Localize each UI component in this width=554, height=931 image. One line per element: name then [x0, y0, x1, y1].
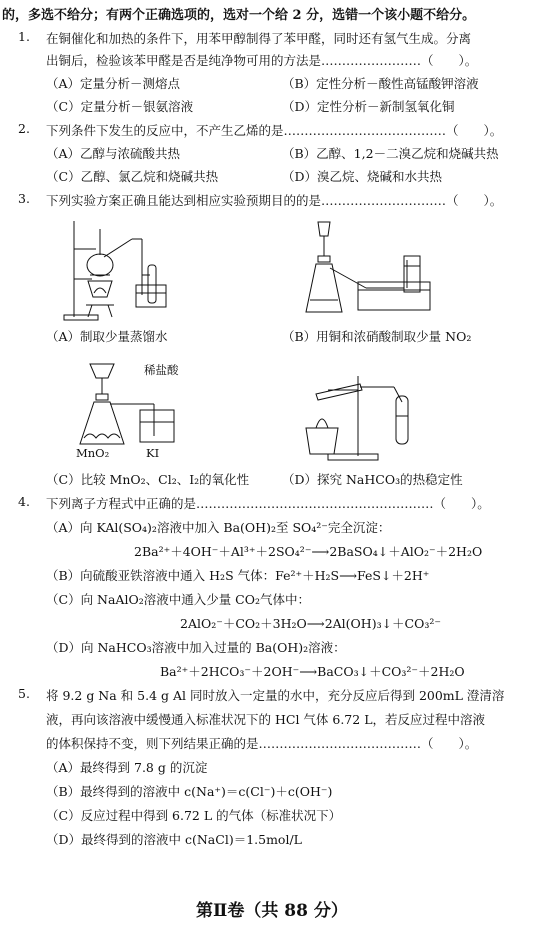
q5-option-b: （B）最终得到的溶液中 c(Na⁺)＝c(Cl⁻)＋c(OH⁻): [46, 784, 333, 799]
q1-option-b: （B）定性分析－酸性高锰酸钾溶液: [282, 76, 479, 91]
q4-option-a: （A）向 KAl(SO₄)₂溶液中加入 Ba(OH)₂至 SO₄²⁻完全沉淀：: [46, 520, 391, 535]
q3-option-a: （A）制取少量蒸馏水: [46, 329, 168, 344]
q5-option-d: （D）最终得到的溶液中 c(NaCl)＝1.5mol/L: [46, 832, 302, 847]
q4-number: 4.: [18, 494, 30, 509]
q3-option-c: （C）比较 MnO₂、Cl₂、I₂的氧化性: [46, 472, 250, 487]
section-title: 第Ⅱ卷（共 88 分）: [196, 901, 348, 921]
copper-nitric-acid-figure: [300, 216, 440, 324]
q5-number: 5.: [18, 686, 30, 701]
q2-option-c: （C）乙醇、氯乙烷和烧碱共热: [46, 169, 219, 184]
q1-stem-line1: 在铜催化和加热的条件下，用苯甲醇制得了苯甲醛，同时还有氢气生成。分离: [46, 31, 472, 46]
q2-number: 2.: [18, 121, 30, 136]
q5-stem-line1: 将 9.2 g Na 和 5.4 g Al 同时放入一定量的水中，充分反应后得到 200mL 澄清溶: [46, 688, 505, 703]
q4-option-d: （D）向 NaHCO₃溶液中加入过量的 Ba(OH)₂溶液：: [46, 640, 346, 655]
q4-equation-a: 2Ba²⁺＋4OH⁻＋Al³⁺＋2SO₄²⁻⟶2BaSO₄↓＋AlO₂⁻＋2H₂O: [134, 544, 483, 559]
q4-option-c: （C）向 NaAlO₂溶液中通入少量 CO₂气体中：: [46, 592, 311, 607]
q1-option-a: （A）定量分析－测熔点: [46, 76, 181, 91]
chlorine-oxidation-figure: [70, 356, 200, 456]
q2-option-d: （D）溴乙烷、烧碱和水共热: [282, 169, 443, 184]
dilute-hcl-label: 稀盐酸: [144, 363, 179, 377]
q4-option-b: （B）向硫酸亚铁溶液中通入 H₂S 气体：Fe²⁺＋H₂S⟶FeS↓＋2H⁺: [46, 568, 430, 583]
ki-label: KI: [146, 446, 160, 460]
q4-stem-line1: 下列离子方程式中正确的是…………………………………………………（ ）。: [46, 496, 490, 511]
instruction-line: 的，多选不给分；有两个正确选项的，选对一个给 2 分，选错一个该小题不给分。: [2, 8, 476, 23]
mno2-label: MnO₂: [76, 446, 110, 460]
q3-option-b: （B）用铜和浓硝酸制取少量 NO₂: [282, 329, 472, 344]
q5-option-a: （A）最终得到 7.8 g 的沉淀: [46, 760, 208, 775]
q5-stem-line3: 的体积保持不变，则下列结果正确的是…………………………………（ ）。: [46, 736, 478, 751]
nahco3-heating-figure: [298, 372, 428, 464]
q1-option-d: （D）定性分析－新制氢氧化铜: [282, 99, 455, 114]
q1-number: 1.: [18, 29, 30, 44]
q2-option-b: （B）乙醇、1,2－二溴乙烷和烧碱共热: [282, 146, 499, 161]
q4-equation-c: 2AlO₂⁻＋CO₂＋3H₂O⟶2Al(OH)₃↓＋CO₃²⁻: [180, 616, 441, 631]
distillation-apparatus-figure: [62, 215, 182, 325]
q2-option-a: （A）乙醇与浓硫酸共热: [46, 146, 181, 161]
q3-number: 3.: [18, 191, 30, 206]
q3-option-d: （D）探究 NaHCO₃的热稳定性: [282, 472, 463, 487]
q4-equation-d: Ba²⁺＋2HCO₃⁻＋2OH⁻⟶BaCO₃↓＋CO₃²⁻＋2H₂O: [160, 664, 465, 679]
q1-stem-line2: 出铜后，检验该苯甲醛是否是纯净物可用的方法是……………………（ ）。: [46, 53, 478, 68]
q3-stem-line1: 下列实验方案正确且能达到相应实验预期目的的是…………………………（ ）。: [46, 193, 503, 208]
q5-stem-line2: 液，再向该溶液中缓慢通入标准状况下的 HCl 气体 6.72 L，若反应过程中溶液: [46, 712, 485, 727]
q2-stem-line1: 下列条件下发生的反应中，不产生乙烯的是…………………………………（ ）。: [46, 123, 503, 138]
q1-option-c: （C）定量分析－银氨溶液: [46, 99, 194, 114]
q5-option-c: （C）反应过程中得到 6.72 L 的气体（标准状况下）: [46, 808, 342, 823]
